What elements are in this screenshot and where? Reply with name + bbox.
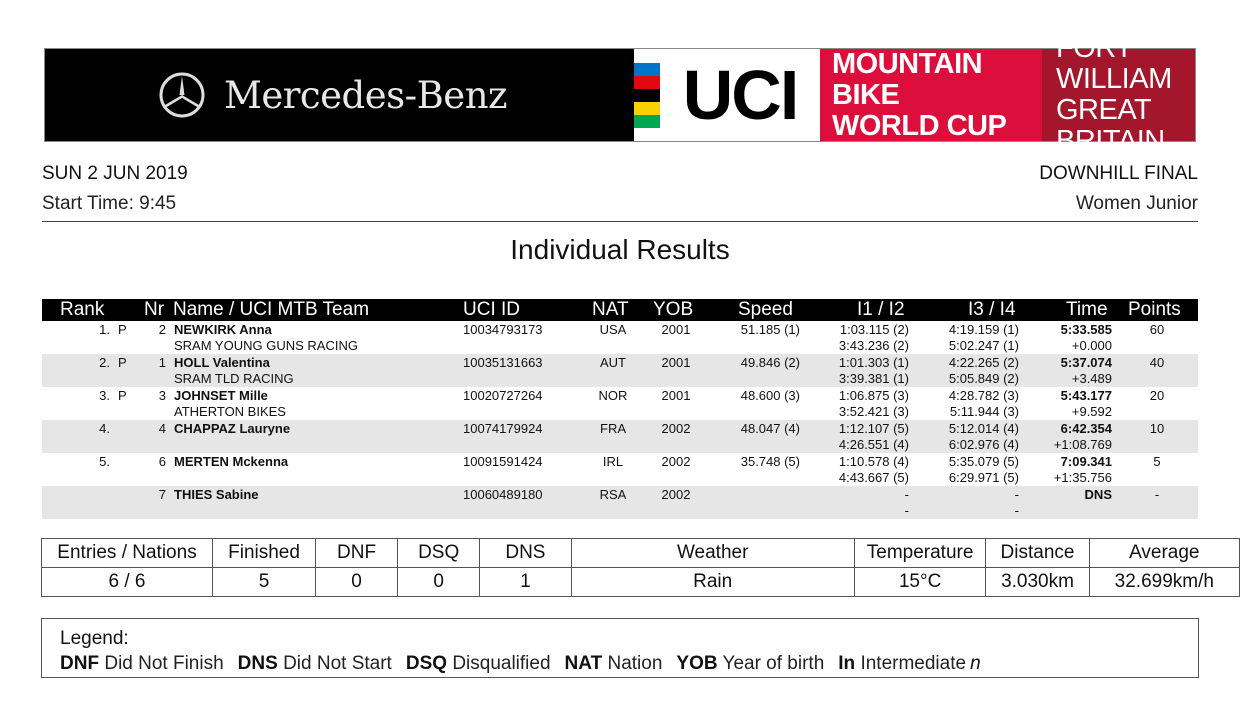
series-line2: WORLD CUP	[832, 109, 1007, 142]
summary-header: Average	[1089, 539, 1239, 568]
cell-i1: -	[904, 487, 909, 502]
cell-name: HOLL Valentina	[174, 355, 270, 370]
cell-i2: 3:43.236 (2)	[838, 338, 909, 353]
table-row	[42, 354, 1198, 387]
summary-value: 6 / 6	[42, 568, 213, 597]
cell-nat: FRA	[600, 421, 626, 436]
event-name: DOWNHILL FINAL	[1039, 163, 1198, 184]
summary-header: Weather	[571, 539, 854, 568]
col-speed: Speed	[738, 299, 793, 320]
cell-uci-id: 10034793173	[463, 322, 543, 337]
cell-time: 5:37.074	[1060, 355, 1112, 370]
summary-value: 0	[398, 568, 480, 597]
cell-rank: 3.	[99, 388, 110, 403]
cell-name: NEWKIRK Anna	[174, 322, 272, 337]
cell-i4: 5:11.944 (3)	[949, 404, 1019, 419]
cell-rank: 1.	[99, 322, 110, 337]
cell-nat: NOR	[598, 388, 628, 403]
cell-i1: 1:03.115 (2)	[839, 322, 909, 337]
cell-p: P	[118, 388, 127, 403]
cell-p: P	[118, 355, 127, 370]
cell-name: MERTEN Mckenna	[174, 454, 289, 469]
legend-title: Legend:	[60, 628, 129, 649]
cell-name: CHAPPAZ Lauryne	[174, 421, 291, 436]
cell-i3: 5:35.079 (5)	[948, 454, 1019, 469]
legend-key: DNS	[237, 653, 278, 674]
table-row	[42, 486, 1198, 519]
legend-value: Did Not Finish	[104, 653, 224, 674]
cell-points: -	[1154, 487, 1160, 502]
cell-gap: +9.592	[1071, 404, 1112, 419]
legend-value: Nation	[607, 653, 663, 674]
cell-nat: AUT	[600, 355, 626, 370]
legend-value: Disqualified	[452, 653, 551, 674]
series-block	[820, 49, 1042, 141]
legend-box	[41, 618, 1199, 678]
cell-i3: 4:19.159 (1)	[948, 322, 1019, 337]
table-row	[42, 321, 1198, 354]
cell-yob: 2001	[661, 388, 691, 403]
cell-gap: +1:35.756	[1053, 470, 1112, 485]
cell-nr: 7	[158, 487, 166, 502]
legend-value: Intermediate	[860, 653, 967, 674]
summary-header: DSQ	[398, 539, 480, 568]
cell-speed: 35.748 (5)	[740, 454, 800, 469]
cell-uci-id: 10091591424	[463, 454, 543, 469]
mercedes-star-icon	[158, 71, 206, 119]
col-i1i2: I1 / I2	[857, 299, 905, 320]
legend-suffix: n	[970, 653, 981, 674]
divider	[42, 221, 1198, 222]
cell-uci-id: 10074179924	[463, 421, 543, 436]
venue-block	[1042, 32, 1195, 157]
cell-nat: IRL	[602, 454, 624, 469]
col-i3i4: I3 / I4	[968, 299, 1016, 320]
cell-yob: 2001	[661, 355, 691, 370]
cell-i2: 4:43.667 (5)	[838, 470, 909, 485]
start-time: Start Time: 9:45	[42, 193, 177, 214]
cell-nat: USA	[599, 322, 627, 337]
legend-key: YOB	[676, 653, 718, 674]
cell-nr: 3	[158, 388, 166, 403]
cell-i3: -	[1014, 487, 1019, 502]
col-nr: Nr	[144, 299, 165, 320]
summary-value: Rain	[571, 568, 854, 597]
cell-name: THIES Sabine	[174, 487, 259, 502]
cell-i1: 1:12.107 (5)	[838, 421, 909, 436]
cell-yob: 2002	[661, 487, 691, 502]
cell-i3: 4:28.782 (3)	[948, 388, 1019, 403]
cell-i1: 1:06.875 (3)	[838, 388, 909, 403]
col-nat: NAT	[592, 299, 629, 320]
summary-value: 1	[480, 568, 571, 597]
cell-i4: 6:29.971 (5)	[948, 470, 1019, 485]
cell-uci-id: 10020727264	[463, 388, 543, 403]
cell-i2: 4:26.551 (4)	[838, 437, 909, 452]
summary-value: 3.030km	[986, 568, 1089, 597]
summary-header: DNF	[316, 539, 398, 568]
cell-yob: 2002	[661, 421, 691, 436]
cell-time: 7:09.341	[1060, 454, 1112, 469]
summary-header: Entries / Nations	[42, 539, 213, 568]
cell-points: 20	[1149, 388, 1165, 403]
cell-speed: 48.600 (3)	[740, 388, 800, 403]
legend-key: NAT	[564, 653, 603, 674]
uci-spacer	[620, 49, 634, 141]
results-table	[42, 299, 1198, 519]
cell-nr: 1	[158, 355, 166, 370]
cell-points: 10	[1149, 421, 1165, 436]
cell-team: SRAM YOUNG GUNS RACING	[174, 338, 358, 353]
cell-nr: 6	[158, 454, 166, 469]
legend-value: Did Not Start	[283, 653, 392, 674]
page-title: Individual Results	[510, 234, 730, 265]
table-row	[42, 453, 1198, 486]
cell-gap: +1:08.769	[1053, 437, 1112, 452]
col-uci-id: UCI ID	[463, 299, 520, 320]
legend-value: Year of birth	[722, 653, 825, 674]
cell-speed: 51.185 (1)	[740, 322, 800, 337]
event-category: Women Junior	[1075, 193, 1198, 214]
rainbow-stripes-icon	[634, 49, 660, 141]
legend-key: DNF	[60, 653, 100, 674]
cell-time: 5:33.585	[1060, 322, 1112, 337]
venue-line1: FORT WILLIAM	[1056, 32, 1172, 95]
results-header	[42, 299, 1198, 321]
summary-value: 0	[316, 568, 398, 597]
table-row	[42, 420, 1198, 453]
cell-name: JOHNSET Mille	[174, 388, 268, 403]
col-name-team: Name / UCI MTB Team	[173, 299, 370, 320]
cell-time: 6:42.354	[1060, 421, 1112, 436]
sponsor-block	[45, 49, 620, 141]
legend-key: DSQ	[405, 653, 448, 674]
summary-header: Finished	[213, 539, 316, 568]
cell-rank: 5.	[99, 454, 110, 469]
summary-value: 15°C	[854, 568, 986, 597]
legend-key: In	[838, 653, 856, 674]
cell-i1: 1:10.578 (4)	[838, 454, 909, 469]
cell-time: DNS	[1084, 487, 1112, 502]
col-rank: Rank	[60, 299, 105, 320]
cell-i4: -	[1014, 503, 1019, 518]
cell-points: 40	[1149, 355, 1165, 370]
cell-team: ATHERTON BIKES	[174, 404, 286, 419]
summary-header: Distance	[986, 539, 1089, 568]
table-row	[42, 387, 1198, 420]
cell-i3: 4:22.265 (2)	[948, 355, 1019, 370]
col-yob: YOB	[653, 299, 694, 320]
cell-i3: 5:12.014 (4)	[948, 421, 1019, 436]
series-line1: MOUNTAIN BIKE	[832, 47, 983, 111]
cell-nr: 2	[158, 322, 166, 337]
summary-value: 32.699km/h	[1089, 568, 1239, 597]
cell-i2: 3:39.381 (1)	[838, 371, 909, 386]
cell-speed: 48.047 (4)	[740, 421, 800, 436]
cell-i2: -	[904, 503, 909, 518]
cell-gap: +0.000	[1071, 338, 1112, 353]
cell-nat: RSA	[599, 487, 627, 502]
summary-header: DNS	[480, 539, 571, 568]
col-time: Time	[1066, 299, 1108, 320]
cell-i4: 6:02.976 (4)	[948, 437, 1019, 452]
cell-uci-id: 10035131663	[463, 355, 543, 370]
cell-points: 5	[1153, 454, 1161, 469]
cell-rank: 4.	[99, 421, 110, 436]
cell-yob: 2002	[661, 454, 691, 469]
cell-i2: 3:52.421 (3)	[838, 404, 909, 419]
cell-nr: 4	[158, 421, 166, 436]
sponsor-name: Mercedes-Benz	[223, 73, 508, 117]
cell-rank: 2.	[99, 355, 110, 370]
venue-line2: GREAT BRITAIN	[1056, 94, 1165, 157]
cell-speed: 49.846 (2)	[740, 355, 800, 370]
summary-value: 5	[213, 568, 316, 597]
summary-table	[41, 538, 1240, 597]
legend-items	[60, 653, 1198, 675]
cell-gap: +3.489	[1071, 371, 1112, 386]
cell-uci-id: 10060489180	[463, 487, 543, 502]
cell-i4: 5:05.849 (2)	[948, 371, 1019, 386]
cell-yob: 2001	[661, 322, 691, 337]
event-date: SUN 2 JUN 2019	[42, 163, 188, 184]
cell-p: P	[118, 322, 127, 337]
cell-points: 60	[1149, 322, 1165, 337]
cell-team: SRAM TLD RACING	[174, 371, 294, 386]
cell-i1: 1:01.303 (1)	[838, 355, 909, 370]
uci-logo: UCI	[660, 49, 820, 141]
cell-time: 5:43.177	[1060, 388, 1112, 403]
header-banner	[44, 32, 1196, 157]
summary-header: Temperature	[854, 539, 986, 568]
cell-i4: 5:02.247 (1)	[948, 338, 1019, 353]
col-points: Points	[1128, 299, 1181, 320]
